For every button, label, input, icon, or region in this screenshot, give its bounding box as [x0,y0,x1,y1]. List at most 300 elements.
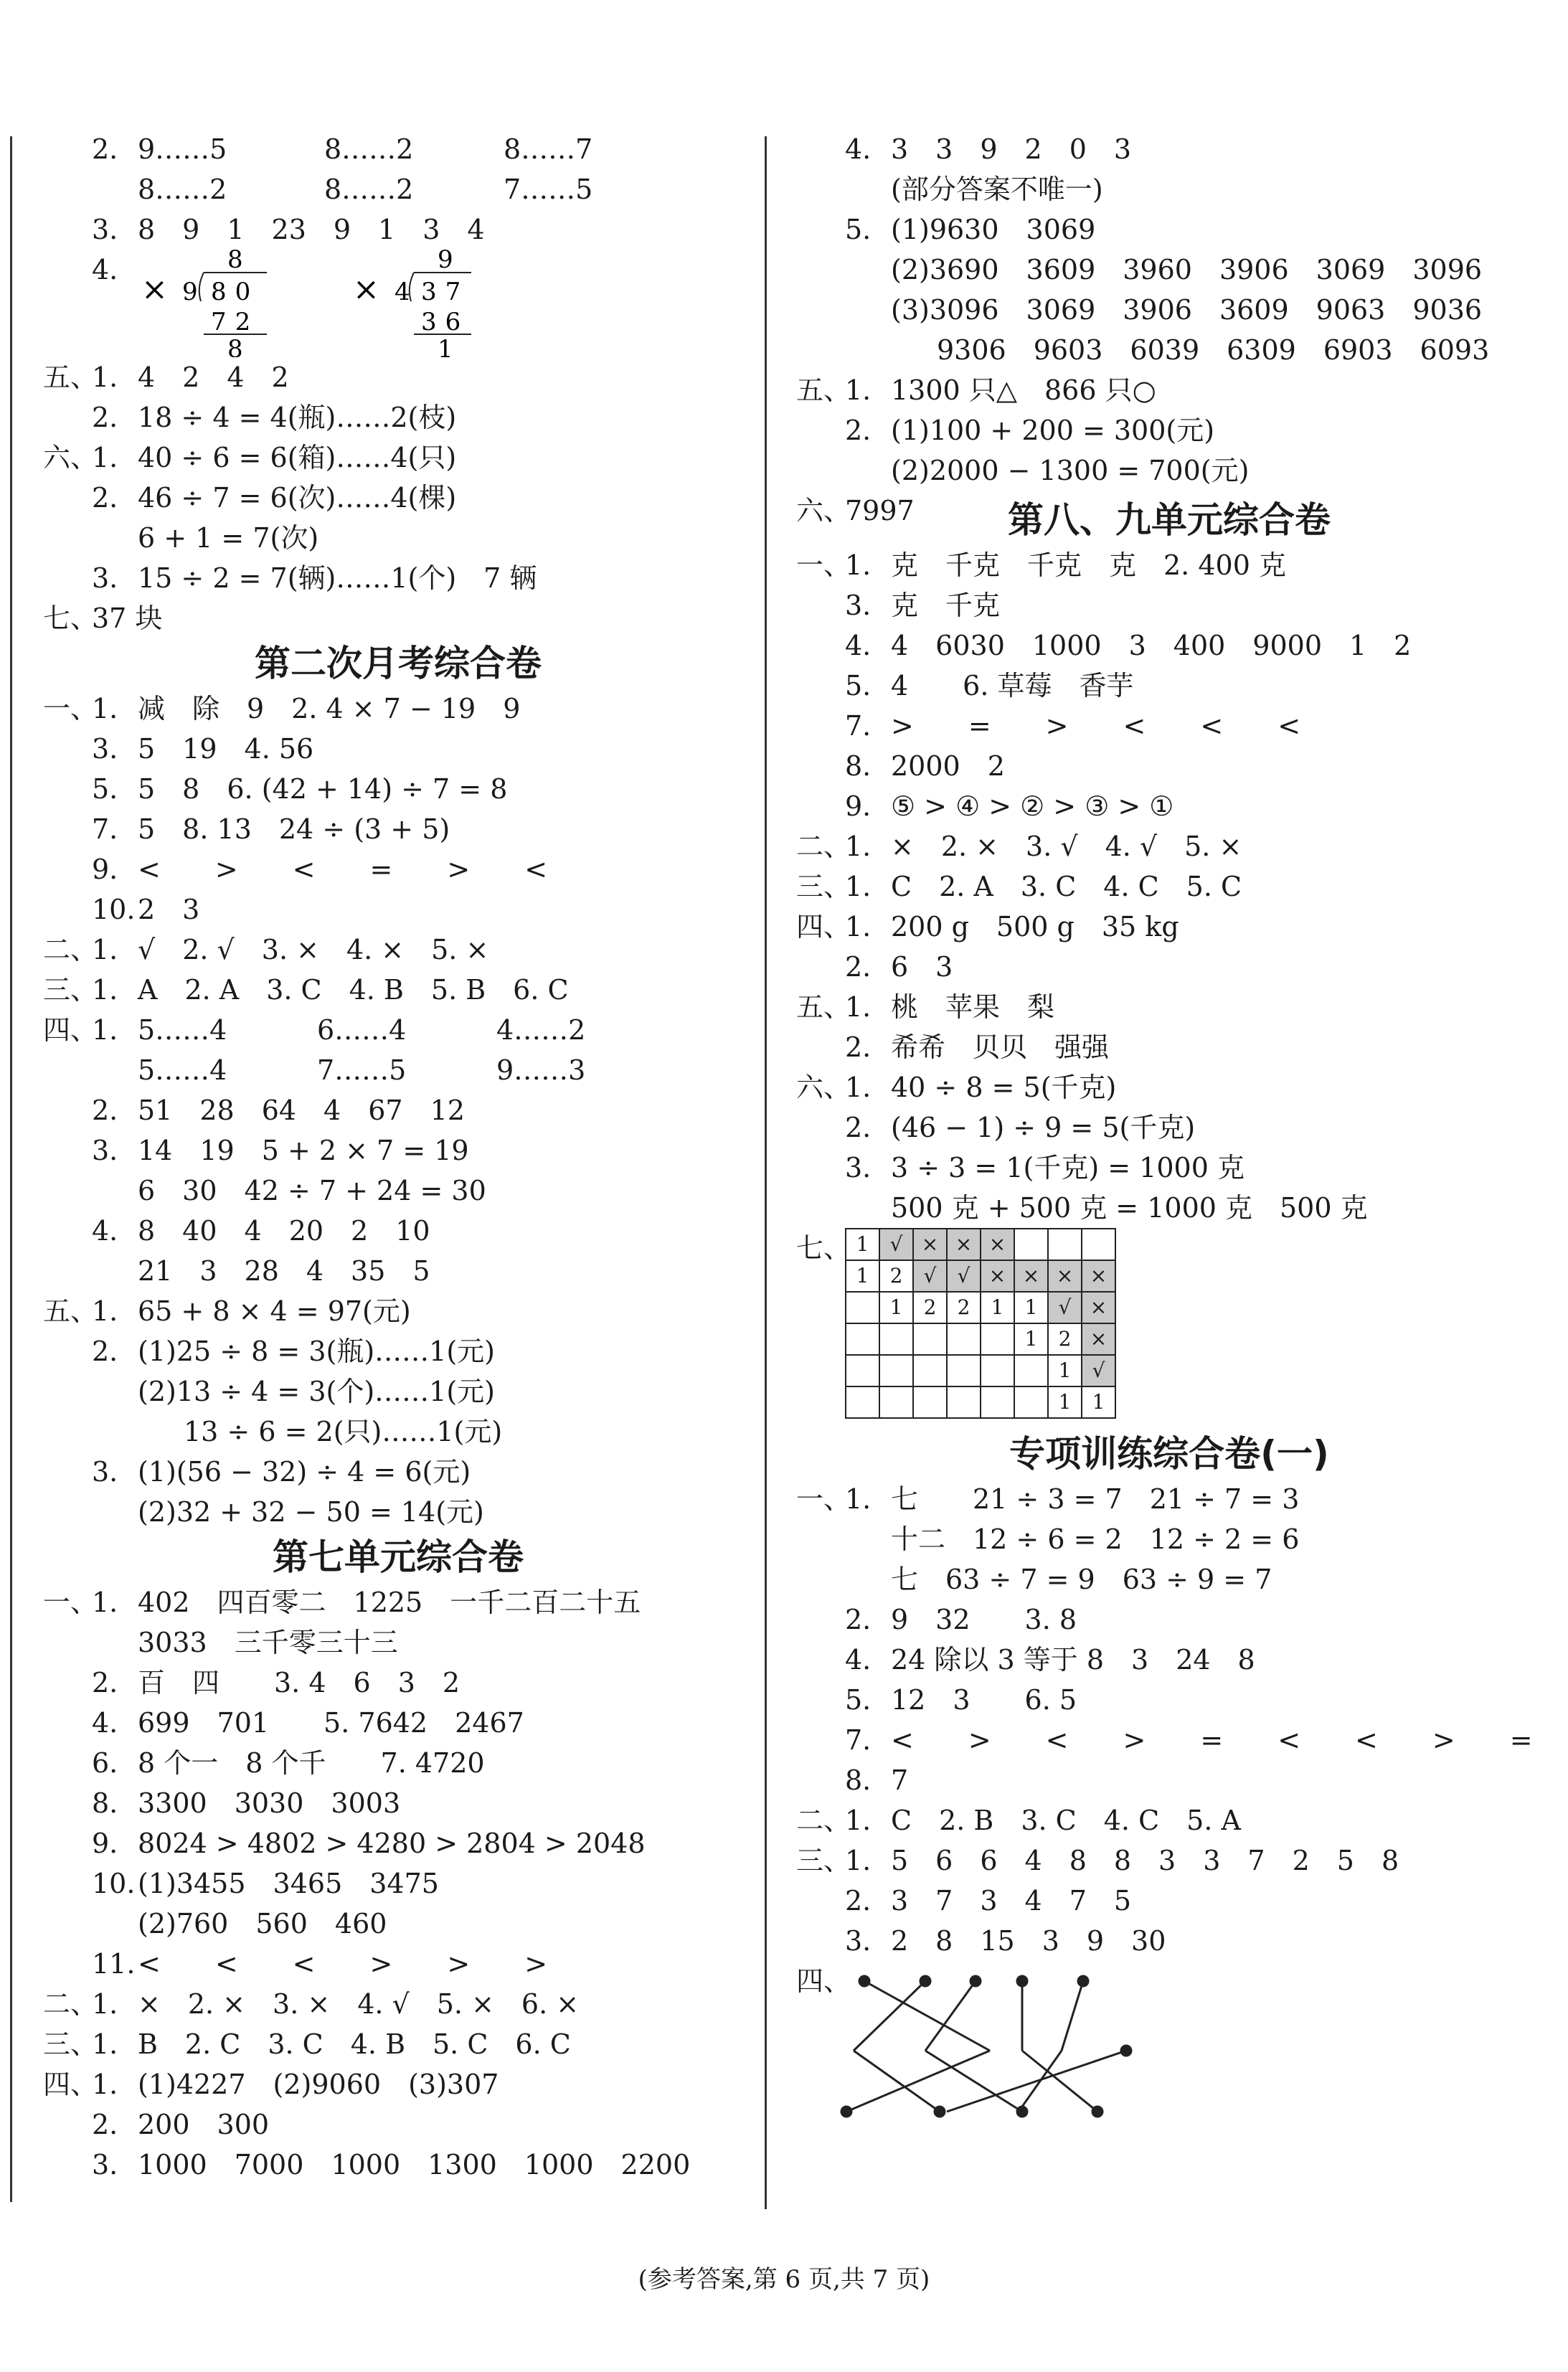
grid-cell [1048,1229,1082,1260]
answer-text: 克 千克 [891,590,1001,621]
answer-text: 40 ÷ 6 = 6(箱)……4(只) [138,442,457,473]
dot [1017,2107,1027,2117]
grid-cell [1014,1386,1048,1418]
answer-text: 5 6 6 4 8 8 3 3 7 2 5 8 [891,1845,1399,1876]
item-number: 4. [845,1644,872,1676]
item-number: 2. [92,482,118,514]
quotient: 9 [438,250,453,274]
answer-text: 24 除以 3 等于 8 3 24 8 [891,1644,1255,1676]
answer-text: 4 2 4 2 [138,362,289,393]
grid-row [846,1386,1115,1418]
answer-text: (1)25 ÷ 8 = 3(瓶)……1(元) [138,1336,496,1367]
answer-line [796,290,1542,330]
answer-text: (2)2000 − 1300 = 700(元) [891,455,1250,486]
answer-line [796,1559,1542,1600]
section-label: 二、 [43,1988,98,2020]
grid-cell [947,1323,981,1355]
answer-text: 7 [891,1764,909,1796]
answer-text: 6……4 [317,1014,407,1046]
section-label: 三、 [43,974,98,1006]
answer-text: 65 + 8 × 4 = 97(元) [138,1295,411,1327]
answer-line [796,1519,1542,1559]
answer-text: B 2. C 3. C 4. B 5. C 6. C [138,2028,571,2060]
answer-text: 8 9 1 23 9 1 3 4 [138,214,485,245]
item-number: 1. [92,1988,118,2020]
answer-text: 6 30 42 ÷ 7 + 24 = 30 [138,1175,486,1206]
answer-text: > = > < < < [891,710,1301,742]
item-number: 6. [92,1747,118,1779]
item-number: 3. [92,2149,118,2180]
answer-text: (2)32 + 32 − 50 = 14(元) [138,1496,484,1528]
grid-cell: × [1082,1260,1115,1292]
answer-text: < > < > = < < > = [891,1724,1533,1756]
answer-text: 希希 贝贝 强强 [891,1031,1110,1063]
answer-line [796,987,1542,1027]
grid-cell [1014,1229,1048,1260]
grid-cell: √ [1082,1355,1115,1386]
left-column [43,129,753,2185]
dot [859,1976,869,1986]
item-number: 1. [92,693,118,724]
grid-row [846,1260,1115,1292]
answer-line [43,2104,753,2145]
section-title: 第八、九单元综合卷 [1008,499,1331,541]
item-number: 1. [845,374,872,406]
dividend: 37 [421,278,470,306]
item-number: 2. [845,1031,872,1063]
answer-line [796,907,1542,947]
answer-line [43,1412,753,1452]
column-divider [765,136,767,2209]
grid-cell [913,1355,947,1386]
item-number: 1. [845,911,872,942]
answer-text: 克 千克 千克 克 2. 400 克 [891,549,1286,581]
answer-line [43,129,753,169]
answer-text: 8……2 [324,174,414,205]
grid-cell: × [1048,1260,1082,1292]
answer-line [43,1703,753,1743]
answer-text: < > < = > < [138,854,548,885]
answer-line [796,1800,1542,1841]
item-number: 1. [845,1072,872,1103]
grid-cell: × [981,1229,1014,1260]
answer-text: 8……2 [138,174,227,205]
answer-text: 12 3 6. 5 [891,1684,1077,1716]
answer-text: 5 19 4. 56 [138,733,314,765]
answer-text: 7997 [845,495,915,526]
item-number: 1. [845,871,872,902]
answer-text: < < < > > > [138,1948,548,1980]
section-label: 五、 [43,362,98,393]
cross-mark: × [141,271,168,308]
answer-text: 5 8 6. (42 + 14) ÷ 7 = 8 [138,773,508,805]
answer-text: ⑤ > ④ > ② > ③ > ① [891,790,1174,822]
item-number: 1. [92,974,118,1006]
item-number: 9. [92,854,118,885]
answer-text: 2000 2 [891,750,1005,782]
answer-line [43,2145,753,2185]
grid-cell [947,1386,981,1418]
answer-line [796,1760,1542,1800]
item-number: 10. [92,894,136,925]
item-number: 2. [92,402,118,433]
grid-cell [1014,1355,1048,1386]
answer-line [43,209,753,250]
grid-cell [913,1323,947,1355]
answer-line [796,169,1542,209]
answer-line [43,438,753,478]
grid-cell [981,1355,1014,1386]
answer-line [796,866,1542,907]
answer-line [43,1663,753,1703]
item-number: 7. [845,1724,872,1756]
item-number: 4. [92,254,118,285]
answer-text: 4 6. 草莓 香芋 [891,670,1134,701]
answer-text: 1300 只△ 866 只○ [891,374,1156,406]
item-number: 1. [92,2028,118,2060]
answer-line [796,250,1542,290]
section-title: 专项训练综合卷(一) [1009,1433,1329,1475]
item-number: 1. [845,1845,872,1876]
answer-text: 46 ÷ 7 = 6(次)……4(棵) [138,482,457,514]
answer-text: 13 ÷ 6 = 2(只)……1(元) [184,1416,503,1447]
answer-text: (46 − 1) ÷ 9 = 5(千克) [891,1112,1196,1143]
item-number: 1. [92,2069,118,2100]
product: 72 [211,308,260,336]
grid-cell: 1 [1048,1386,1082,1418]
dot [1092,2107,1102,2117]
item-number: 2. [92,1095,118,1126]
answer-line [43,970,753,1010]
long-division-svg [138,250,568,357]
item-number: 1. [92,1587,118,1618]
answer-text: 5……4 [138,1014,227,1046]
section-label: 二、 [796,831,851,862]
grid-cell [981,1323,1014,1355]
answer-text: 3 ÷ 3 = 1(千克) = 1000 克 [891,1152,1245,1183]
answer-line [43,1050,753,1090]
answer-text: 9……3 [496,1054,586,1086]
divisor: 9 [182,278,198,306]
answer-line [43,849,753,889]
answer-text: C 2. A 3. C 4. C 5. C [891,871,1242,902]
answer-line [796,370,1542,410]
answer-line [43,1211,753,1251]
section-label: 三、 [796,871,851,902]
dividend: 80 [211,278,260,306]
item-number: 3. [92,1135,118,1166]
item-number: 3. [92,214,118,245]
section-label: 四、 [796,911,851,942]
answer-line [796,746,1542,786]
section-title: 第七单元综合卷 [273,1536,524,1578]
answer-line [796,826,1542,866]
answer-text: 14 19 5 + 2 × 7 = 19 [138,1135,469,1166]
answer-line [43,518,753,558]
answer-text: 8 40 4 20 2 10 [138,1215,430,1247]
item-number: 3. [92,562,118,594]
answer-text: (1)100 + 200 = 300(元) [891,415,1215,446]
item-number: 10. [92,1868,136,1899]
grid-cell [947,1355,981,1386]
answer-text: 37 块 [92,603,163,634]
answer-line [43,1743,753,1783]
section-label: 六、 [796,1072,851,1103]
answer-text: 5 8. 13 24 ÷ (3 + 5) [138,813,450,845]
answer-line [796,209,1542,250]
answer-text: 8 个一 8 个千 7. 4720 [138,1747,485,1779]
grid-cell: × [981,1260,1014,1292]
grid-cell [846,1323,879,1355]
answer-text: 百 四 3. 4 6 3 2 [138,1667,461,1698]
section-label: 三、 [43,2028,98,2060]
answer-line [796,1027,1542,1067]
answer-line [43,1582,753,1622]
answer-text: 1000 7000 1000 1300 1000 2200 [138,2149,691,2180]
answer-text: (1)9630 3069 [891,214,1096,245]
answer-text: 40 ÷ 8 = 5(千克) [891,1072,1117,1103]
answer-line [796,129,1542,169]
answer-text: × 2. × 3. √ 4. √ 5. × [891,831,1242,862]
grid-cell: √ [947,1260,981,1292]
grid-cell: 2 [913,1292,947,1323]
grid-cell [1082,1229,1115,1260]
answer-line [43,1622,753,1663]
item-number: 3. [845,590,872,621]
answer-text: 2 8 15 3 9 30 [891,1925,1166,1957]
grid-cell: × [1014,1260,1048,1292]
answer-text: 4……2 [496,1014,586,1046]
answer-text: 402 四百零二 1225 一千二百二十五 [138,1587,641,1618]
answer-text: 七 63 ÷ 7 = 9 63 ÷ 9 = 7 [891,1564,1272,1595]
item-number: 1. [845,991,872,1023]
answer-text: 3033 三千零三十三 [138,1627,398,1658]
grid-cell: × [1082,1292,1115,1323]
answer-text: (2)3690 3609 3960 3906 3069 3096 [891,254,1483,285]
answer-line [43,1863,753,1904]
answer-line [796,450,1542,491]
answer-line [796,666,1542,706]
section-label: 二、 [43,934,98,965]
item-number: 5. [845,1684,872,1716]
answer-line [43,1130,753,1171]
answer-text: 18 ÷ 4 = 4(瓶)……2(枝) [138,402,457,433]
answer-line [796,1921,1542,1961]
item-number: 11. [92,1948,136,1980]
remainder: 1 [438,335,453,357]
answer-text: 8……2 [324,133,414,165]
item-number: 1. [92,1014,118,1046]
item-number: 2. [92,2109,118,2140]
item-number: 5. [845,214,872,245]
item-number: 3. [845,1152,872,1183]
divisor: 4 [395,278,410,306]
answer-text: (2)760 560 460 [138,1908,387,1939]
grid-cell: 1 [1048,1355,1082,1386]
answer-line [796,706,1542,746]
section-label: 四、 [43,1014,98,1046]
section-label: 一、 [43,693,98,724]
answer-line [43,478,753,518]
answer-text: (1)4227 (2)9060 (3)307 [138,2069,499,2100]
section-label: 一、 [43,1587,98,1618]
grid-cell: 1 [846,1260,879,1292]
answer-text: (部分答案不唯一) [891,174,1103,205]
grid-cell [879,1355,913,1386]
item-number: 4. [845,630,872,661]
item-number: 8. [92,1787,118,1819]
grid-cell: 1 [879,1292,913,1323]
answer-line [796,1479,1542,1519]
answer-line [43,1904,753,1944]
answer-line [43,1984,753,2024]
section-label: 四、 [796,1965,851,1997]
item-number: 1. [92,934,118,965]
answer-line [43,729,753,769]
answer-text: (1)3455 3465 3475 [138,1868,439,1899]
matching-lines-figure [796,1961,1542,2126]
section-label: 一、 [796,549,851,581]
grid-cell: 2 [879,1260,913,1292]
answer-text: × 2. × 3. × 4. √ 5. × 6. × [138,1988,580,2020]
answer-text: 2 3 [138,894,200,925]
answer-text: 6 3 [891,951,953,983]
item-number: 5. [845,670,872,701]
answer-text: 9……5 [138,133,227,165]
item-number: 3. [92,1456,118,1488]
item-number: 2. [92,133,118,165]
answer-text: 8024 > 4802 > 4280 > 2804 > 2048 [138,1828,646,1859]
answer-text: 500 克 + 500 克 = 1000 克 500 克 [891,1192,1368,1224]
grid-row [846,1229,1115,1260]
answer-text: 5……4 [138,1054,227,1086]
grid-cell: 1 [1082,1386,1115,1418]
answer-text: 3 3 9 2 0 3 [891,133,1132,165]
section-label: 七、 [796,1232,851,1264]
item-number: 4. [92,1707,118,1739]
answer-line [43,169,753,209]
answer-text: 七 21 ÷ 3 = 7 21 ÷ 7 = 3 [891,1483,1300,1515]
answer-line [43,357,753,397]
answer-text: 6 + 1 = 7(次) [138,522,319,554]
answer-text: 十二 12 ÷ 6 = 2 12 ÷ 2 = 6 [891,1523,1300,1555]
answer-line [43,1090,753,1130]
grid-cell [981,1386,1014,1418]
answer-line [796,947,1542,987]
remainder: 8 [227,335,243,357]
answer-line [796,545,1542,585]
answer-line [796,1148,1542,1188]
left-margin-line [10,136,12,2202]
section-label: 五、 [796,991,851,1023]
item-number: 1. [92,362,118,393]
grid-cell: √ [913,1260,947,1292]
answer-line [796,330,1542,370]
grid-cell: 1 [981,1292,1014,1323]
grid-cell: 1 [846,1229,879,1260]
dot [920,1976,930,1986]
item-number: 8. [845,1764,872,1796]
answer-line [796,410,1542,450]
answer-line [43,1452,753,1492]
answer-text: 15 ÷ 2 = 7(辆)……1(个) 7 辆 [138,562,537,594]
dot [1017,1976,1027,1986]
dot [1121,2046,1131,2056]
answer-line [43,1492,753,1532]
right-column [796,129,1542,2126]
answer-text: √ 2. √ 3. × 4. × 5. × [138,934,489,965]
grid-cell [879,1386,913,1418]
item-number: 1. [92,1295,118,1327]
item-number: 9. [845,790,872,822]
answer-line [43,769,753,809]
answer-line [43,598,753,638]
answer-text: 3300 3030 3003 [138,1787,401,1819]
grid-answer [796,1228,1542,1429]
section-label: 二、 [796,1805,851,1836]
answer-text: (1)(56 − 32) ÷ 4 = 6(元) [138,1456,471,1488]
item-number: 2. [92,1667,118,1698]
answer-line [43,2024,753,2064]
answer-line [43,930,753,970]
answer-line [43,1331,753,1371]
grid-cell: 2 [947,1292,981,1323]
dot [970,1976,981,1986]
grid-row [846,1323,1115,1355]
answer-text: C 2. B 3. C 4. C 5. A [891,1805,1241,1836]
grid-cell: × [947,1229,981,1260]
answer-line [43,1371,753,1412]
answer-text: 200 300 [138,2109,270,2140]
grid-cell: × [913,1229,947,1260]
section-label: 四、 [43,2069,98,2100]
item-number: 1. [845,1805,872,1836]
section-label: 七、 [43,603,98,634]
answer-text: 51 28 64 4 67 12 [138,1095,465,1126]
dot [1078,1976,1088,1986]
item-number: 7. [845,710,872,742]
answer-text: 9306 9603 6039 6309 6903 6093 [937,334,1490,366]
answer-line [43,397,753,438]
item-number: 2. [845,1885,872,1917]
section-label: 三、 [796,1845,851,1876]
item-number: 2. [845,1604,872,1635]
item-number: 4. [845,133,872,165]
grid-cell [846,1355,879,1386]
answer-line [796,1600,1542,1640]
answer-text: 699 701 5. 7642 2467 [138,1707,524,1739]
answer-line [43,889,753,930]
answer-line [796,1841,1542,1881]
answer-line [43,1010,753,1050]
answer-line [796,786,1542,826]
quotient: 8 [227,250,243,274]
grid-cell [846,1292,879,1323]
answer-text: 4 6030 1000 3 400 9000 1 2 [891,630,1412,661]
answer-line [43,1944,753,1984]
grid-row [846,1355,1115,1386]
item-number: 1. [92,442,118,473]
item-number: 2. [845,415,872,446]
item-number: 2. [92,1336,118,1367]
answer-line [43,689,753,729]
item-number: 1. [845,831,872,862]
answer-text: 9 32 3. 8 [891,1604,1077,1635]
answer-line [796,1720,1542,1760]
section-label: 五、 [796,374,851,406]
answer-text: (2)13 ÷ 4 = 3(个)……1(元) [138,1376,496,1407]
section-title: 第二次月考综合卷 [255,643,542,684]
